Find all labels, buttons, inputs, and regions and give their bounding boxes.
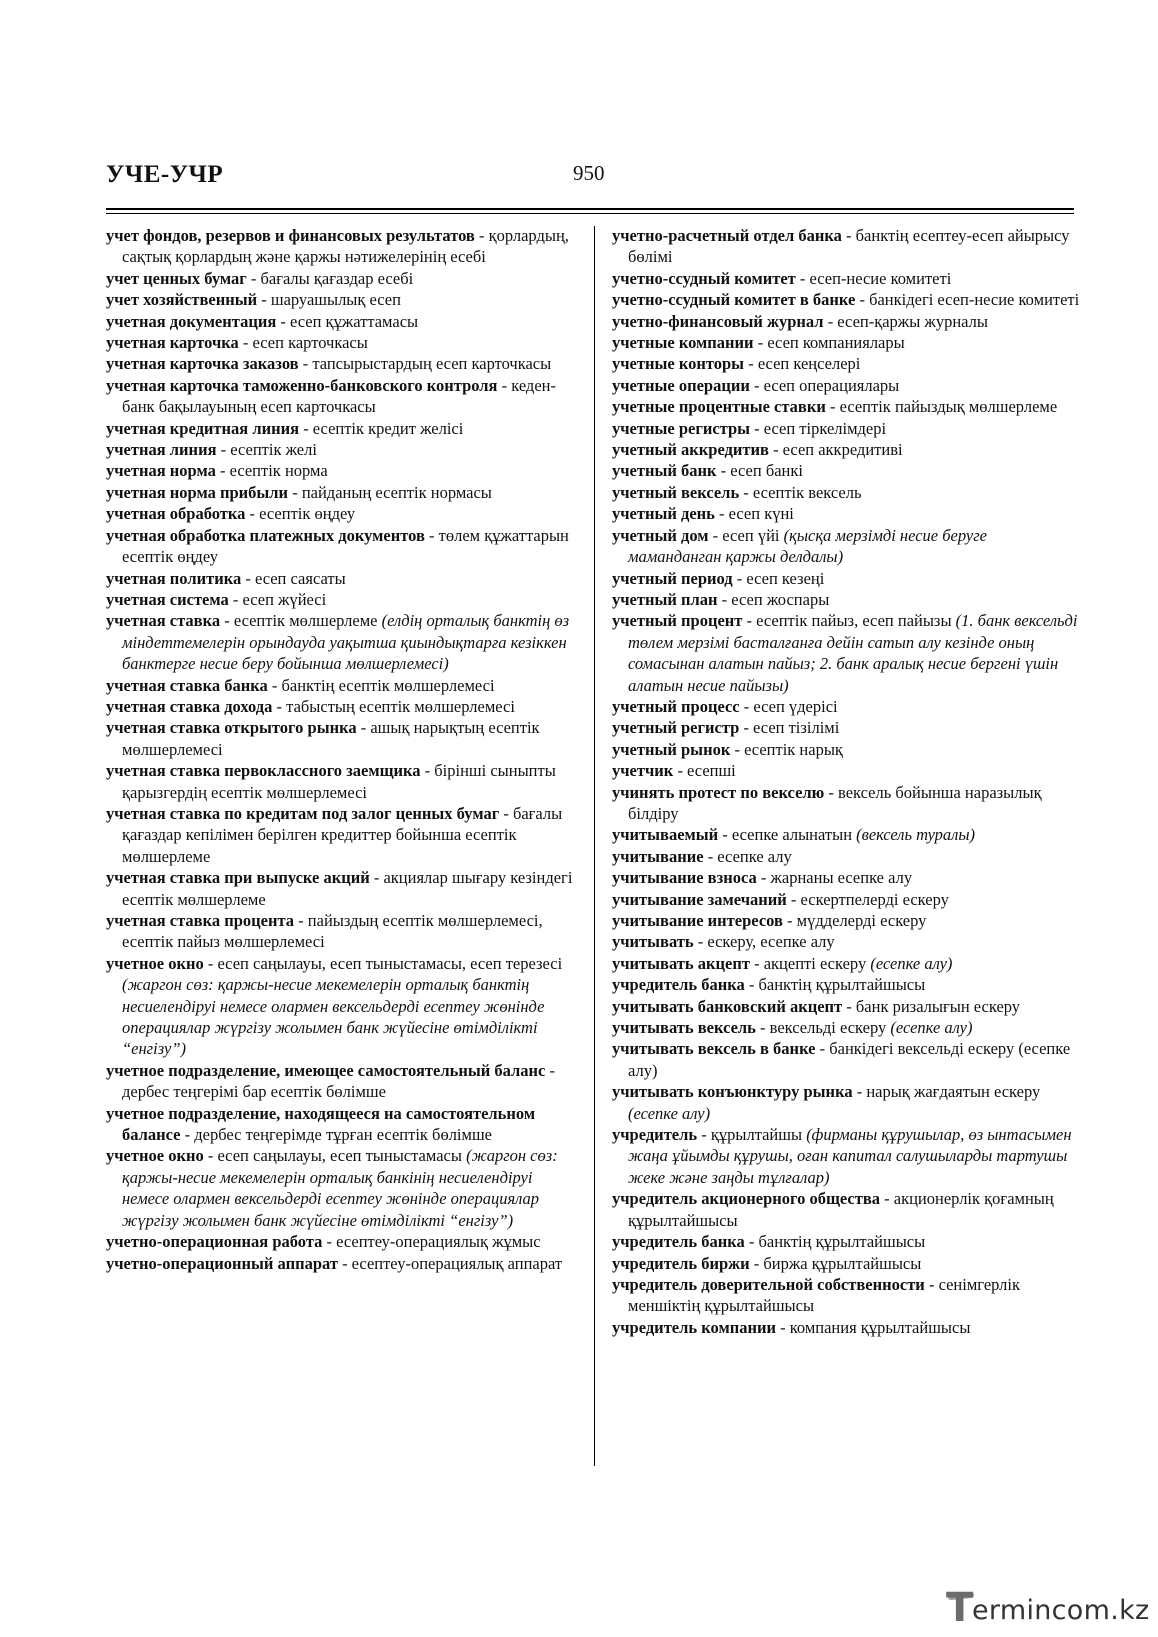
dictionary-entry: [612, 1124, 1080, 1188]
dictionary-entry: [106, 268, 576, 289]
entry-term: учитывание интересов: [612, 911, 783, 930]
entry-definition: - бағалы қағаздар есебі: [246, 268, 414, 288]
entry-term: учетный план: [612, 589, 718, 609]
dictionary-entry: [612, 739, 1080, 760]
entry-term: учитывать банковский акцепт: [612, 996, 843, 1016]
entry-term: учитывать акцепт: [612, 953, 750, 973]
dictionary-entry: [106, 332, 576, 353]
dictionary-entry: [106, 803, 576, 867]
entry-note: (есепке алу): [870, 953, 953, 973]
entry-definition: - пайданың есептік нормасы: [288, 482, 492, 502]
header-rule-thin: [106, 213, 1074, 214]
entry-term: учредитель банка: [612, 975, 745, 995]
entry-definition: - есептік нарық: [730, 739, 843, 759]
dictionary-entry: [612, 782, 1080, 825]
dictionary-entry: [612, 353, 1080, 374]
entry-term: учетная карточка таможенно-банковского контроля: [106, 375, 498, 395]
entry-definition: - есеп аккредитиві: [768, 440, 903, 460]
entry-term: учетно-ссудный комитет: [612, 268, 796, 288]
dictionary-entry: [612, 1274, 1080, 1317]
dictionary-entry: [612, 482, 1080, 503]
entry-definition: - есеп үйі: [708, 525, 784, 545]
entry-definition: - ескеру, есепке алу: [693, 932, 835, 952]
entry-term: учетное окно: [106, 1146, 204, 1166]
dictionary-entry: [106, 717, 576, 760]
entry-definition: - есепке алу: [703, 846, 792, 866]
entry-term: учредитель акционерного общества: [612, 1189, 881, 1209]
dictionary-entry: [106, 503, 576, 524]
entry-note: (есепке алу): [890, 1018, 973, 1038]
entry-term: учинять протест по векселю: [612, 782, 825, 802]
entry-definition: - есеп саясаты: [241, 568, 346, 588]
entry-term: учетная ставка при выпуске акций: [106, 868, 370, 888]
entry-term: учитывать вексель: [612, 1018, 756, 1038]
dictionary-entry: [106, 418, 576, 439]
entry-term: учетный аккредитив: [612, 440, 769, 460]
entry-term: учредитель биржи: [612, 1253, 750, 1273]
entry-definition: - есептік норма: [215, 461, 328, 481]
entry-note: (жаргон сөз: қаржы-несие мекемелерін орталық банктің несиелендіруі немесе олармен вексельдерді есептеу жөнінде операциялар жүргізу жолымен банк жүйесіне өтімділікті “енгізу”): [122, 975, 545, 1059]
dictionary-entry: [612, 846, 1080, 867]
dictionary-entry: [106, 589, 576, 610]
entry-term: учетная документация: [106, 311, 277, 331]
entry-term: учет хозяйственный: [106, 290, 258, 310]
entry-term: учетный процесс: [612, 696, 740, 716]
entry-definition: - акциялар шығару кезіндегі есептік мөлшерлеме: [122, 868, 573, 909]
entry-term: учредитель банка: [612, 1232, 745, 1252]
entry-definition: - есептік желі: [216, 440, 317, 460]
dictionary-entry: [106, 439, 576, 460]
dictionary-entry: [106, 696, 576, 717]
dictionary-entry: [106, 1060, 576, 1103]
entry-term: учетные компании: [612, 333, 754, 353]
entry-term: учетный процент: [612, 611, 743, 631]
entry-term: учетно-расчетный отдел банка: [612, 226, 842, 245]
dictionary-entry: [612, 1017, 1080, 1038]
entry-definition: - табыстың есептік мөлшерлемесі: [272, 696, 515, 716]
entry-term: учетная обработка: [106, 504, 246, 524]
entry-term: учетная обработка платежных документов: [106, 525, 425, 545]
entry-definition: - вексельді ескеру: [755, 1018, 891, 1038]
entry-definition: - есепке алынатын: [718, 825, 857, 845]
dictionary-entry: [612, 717, 1080, 738]
entry-term: учитывать: [612, 932, 694, 952]
entry-note: (вексель туралы): [856, 825, 976, 845]
dictionary-entry: [106, 482, 576, 503]
entry-definition: - бағалы қағаздар кепілімен берілген кредиттер бойынша есептік мөлшерлеме: [122, 803, 563, 866]
termincom-logo: [946, 1585, 1150, 1631]
entry-term: учитывание: [612, 846, 704, 866]
dictionary-entry: [612, 867, 1080, 888]
entry-term: учетный дом: [612, 525, 709, 545]
logo-text: ermincom.kz: [972, 1595, 1150, 1626]
entry-definition: - компания құрылтайшысы: [775, 1317, 971, 1337]
column-divider: [594, 226, 595, 1466]
entry-term: учетная ставка: [106, 611, 221, 631]
dictionary-entry: [106, 910, 576, 953]
entry-note: (жаргон сөз: қаржы-несие мекемелерін орталық банкінің несиелендіруі немесе олармен вексельдерді есептеу жөнінде операциялар жүргізу жолымен банк жүйесіне өтімділікті “енгізу”): [122, 1146, 558, 1230]
dictionary-entry: [106, 1253, 576, 1274]
dictionary-entry: [106, 311, 576, 332]
entry-definition: - дербес теңгерімде тұрған есептік бөлімше: [180, 1125, 492, 1145]
dictionary-entry: [612, 889, 1080, 910]
entry-definition: - кеден-банк бақылауының есеп карточкасы: [122, 375, 556, 417]
entry-note: (1. банк вексельді төлем мерзімі басталғанға дейін сатып алу кезінде оның сомасынан алатын пайыз; 2. банк аралық несие бергені үшін алатын несие пайызы): [628, 611, 1078, 695]
dictionary-entry: [612, 418, 1080, 439]
dictionary-entry: [106, 1231, 576, 1252]
dictionary-entry: [106, 760, 576, 803]
entry-definition: - құрылтайшы: [697, 1125, 807, 1145]
right-column: [612, 225, 1080, 1338]
dictionary-entry: [612, 396, 1080, 417]
entry-term: учетная норма прибыли: [106, 482, 289, 502]
entry-definition: - нарық жағдаятын ескеру: [852, 1082, 1041, 1102]
dictionary-entry: [612, 931, 1080, 952]
dictionary-entry: [106, 1145, 576, 1231]
entry-definition: - есепші: [673, 761, 736, 781]
entry-definition: - пайыздың есептік мөлшерлемесі, есептік пайыз мөлшерлемесі: [122, 911, 543, 952]
dictionary-entry: [612, 460, 1080, 481]
entry-term: учетный рынок: [612, 739, 731, 759]
logo-letter: T: [946, 1585, 974, 1631]
dictionary-entry: [612, 696, 1080, 717]
dictionary-entry: [612, 610, 1080, 696]
dictionary-entry: [612, 375, 1080, 396]
header-rule-thick: [106, 208, 1074, 210]
entry-definition: - есеп үдерісі: [739, 696, 838, 716]
entry-definition: - мүдделерді ескеру: [782, 911, 927, 930]
dictionary-entry: [612, 589, 1080, 610]
entry-definition: - есеп тіркелімдері: [750, 418, 887, 438]
entry-definition: - банк ризалығын ескеру: [842, 996, 1021, 1016]
entry-definition: - есеп саңылауы, есеп тыныстамасы: [203, 1146, 467, 1166]
page-header: [106, 155, 1074, 195]
entry-term: учетные операции: [612, 375, 750, 395]
entry-term: учитывать конъюнктуру рынка: [612, 1082, 853, 1102]
entry-definition: - төлем құжаттарын есептік өңдеу: [122, 525, 569, 567]
entry-definition: - қорлардың, сақтық қорлардың және қаржы нәтижелерінің есебі: [122, 226, 569, 267]
entry-definition: - есеп кеңселері: [744, 354, 861, 374]
entry-definition: - есеп саңылауы, есеп тыныстамасы, есеп терезесі: [203, 953, 563, 973]
dictionary-entry: [106, 1103, 576, 1146]
dictionary-entry: [106, 460, 576, 481]
dictionary-entry: [106, 675, 576, 696]
entry-definition: - сенімгерлік меншіктің құрылтайшысы: [628, 1274, 1021, 1316]
page-number: 950: [573, 161, 605, 185]
dictionary-entry: [612, 311, 1080, 332]
entry-definition: - есеп банкі: [716, 461, 803, 481]
entry-definition: - есеп жоспары: [717, 589, 830, 609]
dictionary-entry: [612, 824, 1080, 845]
dictionary-entry: [106, 568, 576, 589]
dictionary-entry: [106, 610, 576, 674]
entry-term: учетное окно: [106, 953, 204, 973]
entry-term: учетно-ссудный комитет в банке: [612, 290, 856, 310]
entry-definition: - банктің құрылтайшысы: [744, 1232, 926, 1252]
dictionary-entry: [612, 268, 1080, 289]
entry-term: учетные регистры: [612, 418, 751, 438]
entry-definition: - есептік пайыздық мөлшерлеме: [825, 397, 1058, 417]
entry-note: (елдің орталық банктің өз міндеттемелерін орындауда уақытша қиындықтарға кезіккен банктерге несие беру бойынша мөлшерлемесі): [122, 611, 570, 674]
entry-definition: - есептеу-операциялық жұмыс: [322, 1232, 541, 1252]
entry-term: учетная линия: [106, 440, 217, 460]
entry-definition: - есеп-несие комитеті: [795, 268, 952, 288]
entry-term: учетный день: [612, 504, 715, 524]
entry-definition: - дербес теңгерімі бар есептік бөлімше: [122, 1060, 555, 1102]
dictionary-entry: [106, 953, 576, 1060]
entry-term: учетное подразделение, находящееся на самостоятельном балансе: [106, 1103, 536, 1145]
entry-definition: - банктің құрылтайшысы: [744, 975, 926, 995]
dictionary-entry: [612, 953, 1080, 974]
dictionary-entry: [612, 289, 1080, 310]
dictionary-entry: [612, 1188, 1080, 1231]
entry-term: учетная карточка: [106, 333, 239, 353]
entry-term: учетная ставка первоклассного заемщика: [106, 761, 421, 781]
entry-term: учетная система: [106, 589, 229, 609]
entry-term: учетная карточка заказов: [106, 354, 299, 374]
entry-term: учитывание замечаний: [612, 889, 787, 909]
entry-term: учетный регистр: [612, 718, 740, 738]
entry-term: учитывать вексель в банке: [612, 1039, 816, 1059]
dictionary-entry: [612, 1231, 1080, 1252]
entry-term: учетная ставка банка: [106, 675, 268, 695]
entry-definition: - акцепті ескеру: [749, 953, 871, 973]
entry-term: учетная ставка процента: [106, 911, 295, 930]
dictionary-entry: [106, 225, 576, 268]
entry-definition: - есеп-қаржы журналы: [823, 311, 988, 331]
entry-definition: - есептік өңдеу: [245, 504, 356, 524]
entry-definition: - биржа құрылтайшысы: [749, 1253, 922, 1273]
dictionary-entry: [106, 867, 576, 910]
dictionary-entry: [612, 1317, 1080, 1338]
entry-definition: - есеп тізілімі: [739, 718, 840, 738]
entry-term: учетный банк: [612, 461, 717, 481]
entry-term: учредитель доверительной собственности: [612, 1274, 925, 1294]
entry-note: (қысқа мерзімді несие беруге маманданган қаржы делдалы): [628, 525, 987, 567]
dictionary-entry: [106, 289, 576, 310]
entry-definition: - ескертпелерді ескеру: [786, 889, 949, 909]
entry-term: учетная кредитная линия: [106, 418, 300, 438]
entry-term: учетные процентные ставки: [612, 397, 826, 417]
entry-note: (фирманы құрушылар, өз ынтасымен жаңа ұйымды құрушы, оған капитал салушыларды тартушы жеке және заңды тұлғалар): [628, 1125, 1072, 1187]
entry-definition: - шаруашылық есеп: [257, 290, 401, 310]
entry-term: учитываемый: [612, 825, 719, 845]
entry-definition: - банктің есептеу-есеп айырысу бөлімі: [628, 226, 1070, 267]
entry-definition: - есеп күні: [714, 504, 794, 524]
dictionary-entry: [106, 353, 576, 374]
entry-term: учетные конторы: [612, 354, 745, 374]
dictionary-entry: [612, 1038, 1080, 1081]
dictionary-entry: [612, 225, 1080, 268]
dictionary-entry: [612, 1253, 1080, 1274]
entry-definition: - жарнаны есепке алу: [756, 868, 913, 888]
dictionary-entry: [612, 439, 1080, 460]
entry-term: учетно-финансовый журнал: [612, 311, 824, 331]
entry-term: учетно-операционный аппарат: [106, 1253, 338, 1273]
entry-definition: - есеп карточкасы: [238, 333, 368, 353]
entry-term: учетная политика: [106, 568, 242, 588]
entry-note: (есепке алу): [628, 1103, 711, 1123]
entry-term: учетный период: [612, 568, 733, 588]
entry-term: учетная ставка открытого рынка: [106, 718, 357, 738]
entry-definition: - бірінші сыныпты қарызгердің есептік мөлшерлемесі: [122, 761, 556, 802]
entry-definition: - есеп компаниялары: [753, 333, 905, 353]
entry-term: учредитель компании: [612, 1317, 776, 1337]
entry-term: учетная норма: [106, 461, 216, 481]
entry-term: учитывание взноса: [612, 868, 757, 888]
entry-definition: - ашық нарықтың есептік мөлшерлемесі: [122, 718, 540, 759]
entry-definition: - есеп операциялары: [749, 375, 900, 395]
entry-term: учетная ставка по кредитам под залог ценных бумаг: [106, 803, 500, 823]
entry-definition: - банктің есептік мөлшерлемесі: [267, 675, 495, 695]
entry-term: учет фондов, резервов и финансовых результатов: [106, 226, 475, 245]
entry-definition: - есептік мөлшерлеме: [220, 611, 382, 631]
entry-definition: - тапсырыстардың есеп карточкасы: [298, 354, 552, 374]
entry-definition: - вексель бойынша наразылық білдіру: [628, 782, 1042, 823]
dictionary-entry: [106, 525, 576, 568]
dictionary-entry: [612, 332, 1080, 353]
dictionary-entry: [612, 974, 1080, 995]
entry-definition: - банкідегі вексельді ескеру (есепке алу): [628, 1039, 1071, 1080]
entry-term: учредитель: [612, 1125, 698, 1145]
entry-definition: - есеп жүйесі: [228, 589, 327, 609]
dictionary-entry: [612, 1081, 1080, 1124]
entry-term: учетная ставка дохода: [106, 696, 273, 716]
entry-term: учетное подразделение, имеющее самостоятельный баланс: [106, 1060, 546, 1080]
dictionary-entry: [612, 503, 1080, 524]
entry-term: учетчик: [612, 761, 674, 781]
entry-definition: - есеп кезеңі: [732, 568, 825, 588]
entry-term: учетно-операционная работа: [106, 1232, 323, 1252]
left-column: [106, 225, 576, 1274]
entry-definition: - есеп құжаттамасы: [276, 311, 419, 331]
entry-term: учет ценных бумаг: [106, 268, 247, 288]
entry-definition: - есептеу-операциялық аппарат: [337, 1253, 563, 1273]
page-title: УЧЕ-УЧР: [106, 161, 224, 188]
dictionary-entry: [612, 910, 1080, 931]
dictionary-entry: [612, 760, 1080, 781]
dictionary-entry: [612, 525, 1080, 568]
entry-definition: - есептік вексель: [739, 482, 862, 502]
dictionary-entry: [106, 375, 576, 418]
dictionary-entry: [612, 996, 1080, 1017]
entry-definition: - банкідегі есеп-несие комитеті: [855, 290, 1080, 310]
entry-definition: - есептік кредит желісі: [299, 418, 464, 438]
dictionary-entry: [612, 568, 1080, 589]
entry-definition: - акционерлік қоғамның құрылтайшысы: [628, 1189, 1054, 1230]
entry-definition: - есептік пайыз, есеп пайызы: [742, 611, 956, 631]
entry-term: учетный вексель: [612, 482, 740, 502]
